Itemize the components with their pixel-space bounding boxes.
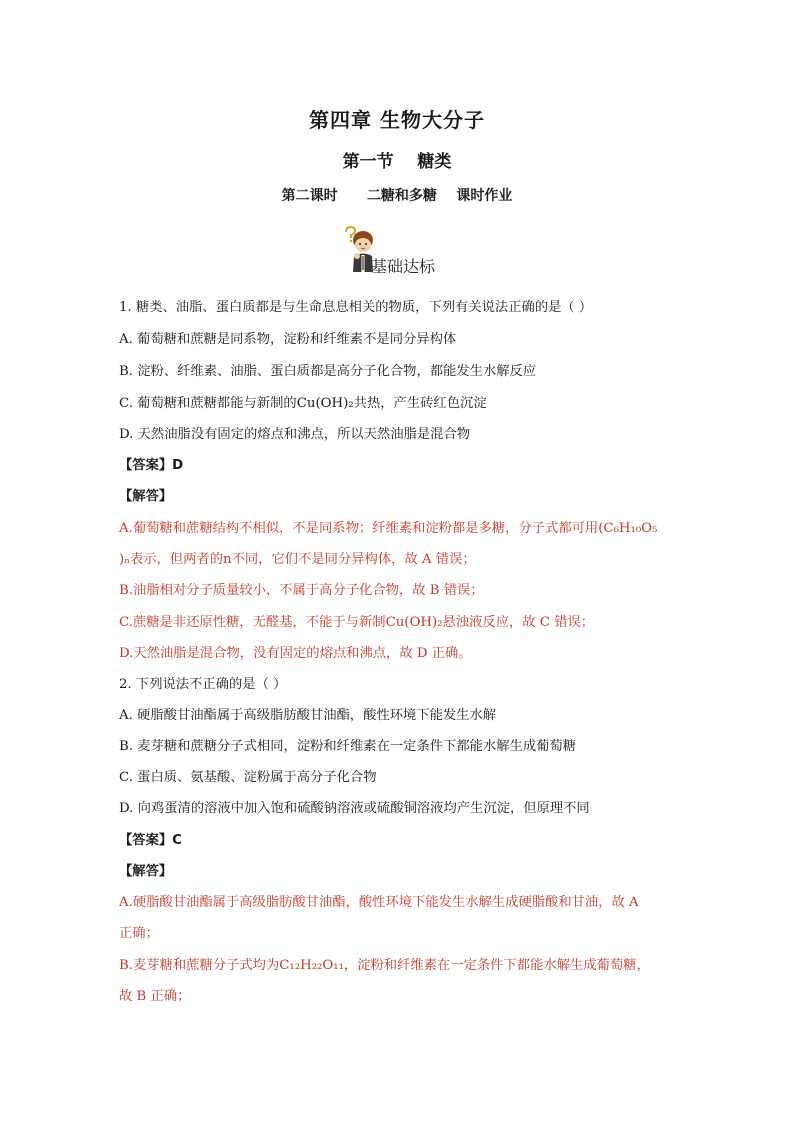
q2-explanation-line: 故 B 正确； (119, 989, 191, 1004)
question-1-explanation-label: 【解答】 (119, 489, 173, 504)
q2-explanation-line: A.硬脂酸甘油酯属于高级脂肪酸甘油酯，酸性环境下能发生水解生成硬脂酸和甘油，故 A (119, 895, 639, 910)
question-2-explanation-label: 【解答】 (119, 864, 173, 879)
question-1-option-a: A. 葡萄糖和蔗糖是同系物，淀粉和纤维素不是同分异构体 (119, 332, 457, 347)
q1-explanation-line: A.葡萄糖和蔗糖结构不相似，不是同系物；纤维素和淀粉都是多糖，分子式都可用(C₆H₁₀O₅ (119, 521, 658, 536)
question-2-option-a: A. 硬脂酸甘油酯属于高级脂肪酸甘油酯，酸性环境下能发生水解 (119, 708, 497, 723)
lesson-title: 第二课时 二糖和多糖 课时作业 (281, 188, 513, 204)
question-1-option-d: D. 天然油脂没有固定的熔点和沸点，所以天然油脂是混合物 (119, 427, 471, 442)
q1-explanation-line: D.天然油脂是混合物，没有固定的熔点和沸点，故 D 正确。 (119, 646, 472, 661)
q1-explanation-line: B.油脂相对分子质量较小，不属于高分子化合物，故 B 错误； (119, 583, 484, 598)
question-1-answer: 【答案】D (119, 458, 184, 473)
question-2-option-d: D. 向鸡蛋清的溶液中加入饱和硫酸钠溶液或硫酸铜溶液均产生沉淀，但原理不同 (119, 801, 590, 816)
question-2-stem: 2. 下列说法不正确的是（ ） (119, 677, 287, 692)
question-2-answer: 【答案】C (119, 833, 182, 848)
q1-explanation-line: )ₙ表示，但两者的n不同，它们不是同分异构体，故 A 错误； (119, 552, 476, 567)
question-2-option-c: C. 蛋白质、氨基酸、淀粉属于高分子化合物 (119, 770, 377, 785)
question-1-stem: 1. 糖类、油脂、蛋白质都是与生命息息相关的物质，下列有关说法正确的是（ ） (119, 300, 593, 315)
q2-explanation-line: B.麦芽糖和蔗糖分子式均为C₁₂H₂₂O₁₁，淀粉和纤维素在一定条件下都能水解生成葡萄糖， (119, 958, 650, 973)
question-1-option-c: C. 葡萄糖和蔗糖都能与新制的Cu(OH)₂共热，产生砖红色沉淀 (119, 396, 487, 411)
question-2-option-b: B. 麦芽糖和蔗糖分子式相同，淀粉和纤维素在一定条件下都能水解生成葡萄糖 (119, 739, 577, 754)
q2-explanation-line: 正确； (119, 926, 159, 941)
question-1-option-b: B. 淀粉、纤维素、油脂、蛋白质都是高分子化合物，都能发生水解反应 (119, 364, 537, 379)
q1-explanation-line: C.蔗糖是非还原性糖，无醛基，不能于与新制Cu(OH)₂悬浊液反应，故 C 错误； (119, 615, 595, 630)
section-label: 基础达标 (371, 257, 436, 276)
section-title: 第一节 糖类 (342, 152, 452, 172)
chapter-title: 第四章 生物大分子 (309, 108, 485, 132)
